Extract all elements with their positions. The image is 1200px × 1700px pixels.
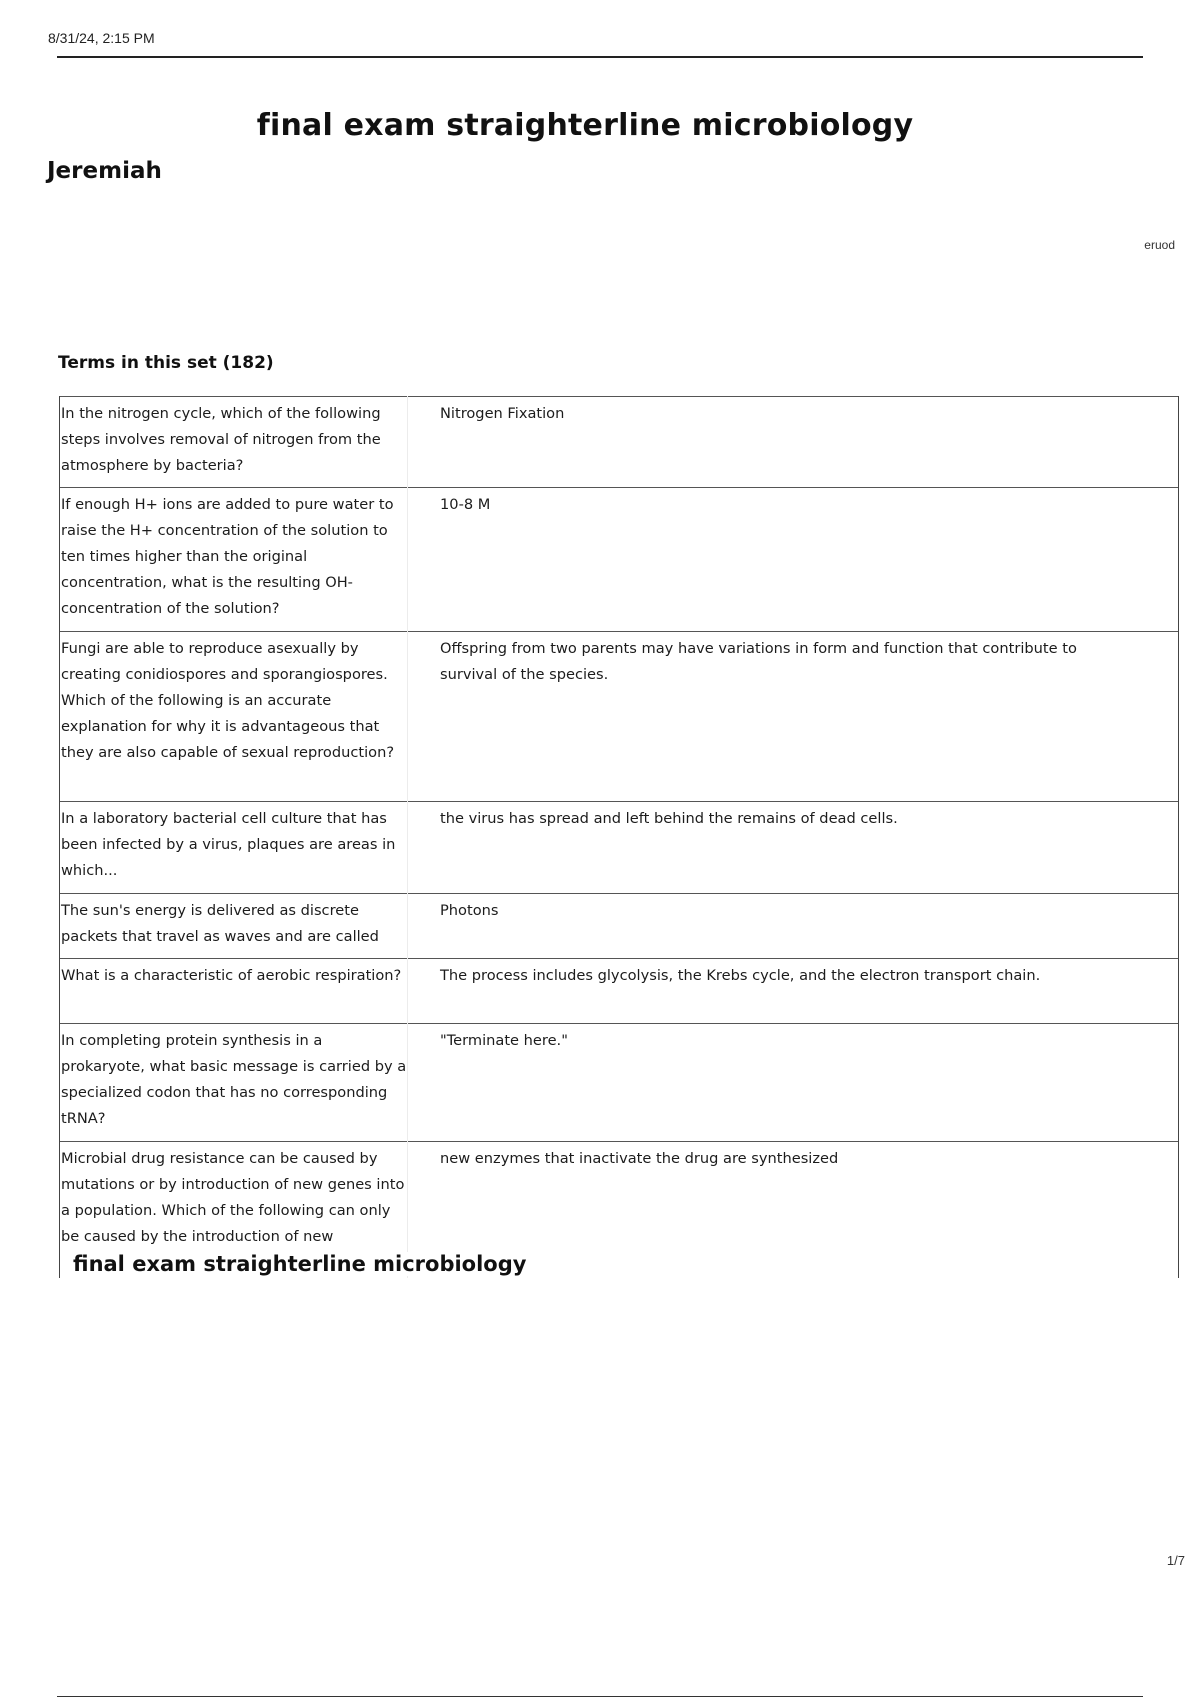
terms-table-container: [59, 396, 1179, 1278]
print-timestamp: 8/31/24, 2:15 PM: [48, 30, 155, 46]
term-text: Fungi are able to reproduce asexually by creating conidiospores and sporangiospores. Which of the following is an accurate explanation for why it is advantageous that they are also capable of sexual reproduction?: [60, 632, 408, 802]
table-row: [60, 1024, 1178, 1142]
page-number: 1/7: [1166, 1553, 1185, 1568]
table-row: [60, 802, 1178, 894]
definition-text: Nitrogen Fixation: [440, 405, 565, 422]
term-text: What is a characteristic of aerobic respiration?: [60, 959, 408, 1024]
term-text: In a laboratory bacterial cell culture that has been infected by a virus, plaques are areas in which...: [60, 802, 408, 894]
term-text: In completing protein synthesis in a prokaryote, what basic message is carried by a specialized codon that has no corresponding tRNA?: [60, 1024, 408, 1142]
table-row: [60, 959, 1178, 1024]
side-label: eruod: [1144, 238, 1175, 252]
terms-set-heading: Terms in this set (182): [58, 353, 274, 373]
definition-text: Photons: [440, 902, 499, 919]
header-divider: [57, 56, 1143, 58]
footer-divider: [57, 1696, 1143, 1697]
table-row: [60, 397, 1178, 488]
term-text: If enough H+ ions are added to pure water to raise the H+ concentration of the solution to ten times higher than the original concentration, what is the resulting OH- concentration of the solution?: [60, 488, 408, 632]
term-text: The sun's energy is delivered as discrete packets that travel as waves and are called: [60, 894, 408, 959]
definition-text: 10-8 M: [440, 496, 491, 513]
table-row: [60, 488, 1178, 632]
definition-text: the virus has spread and left behind the remains of dead cells.: [440, 810, 898, 827]
terms-table: [60, 396, 1178, 1278]
term-text: Microbial drug resistance can be caused by mutations or by introduction of new genes into a population. Which of the following can only be caused by the introduction of new: [60, 1142, 408, 1279]
author-name: Jeremiah: [47, 158, 162, 184]
definition-text: new enzymes that inactivate the drug are synthesized: [440, 1150, 839, 1167]
page-title: final exam straighterline microbiology: [256, 108, 914, 143]
definition-text: "Terminate here.": [440, 1032, 568, 1049]
term-text: In the nitrogen cycle, which of the following steps involves removal of nitrogen from the atmosphere by bacteria?: [60, 397, 408, 488]
definition-text: Offspring from two parents may have variations in form and function that contribute to survival of the species.: [440, 640, 1077, 683]
table-row: [60, 632, 1178, 802]
footer-title: final exam straighterline microbiology: [73, 1252, 532, 1276]
definition-text: The process includes glycolysis, the Krebs cycle, and the electron transport chain.: [440, 967, 1041, 984]
table-row: [60, 894, 1178, 959]
